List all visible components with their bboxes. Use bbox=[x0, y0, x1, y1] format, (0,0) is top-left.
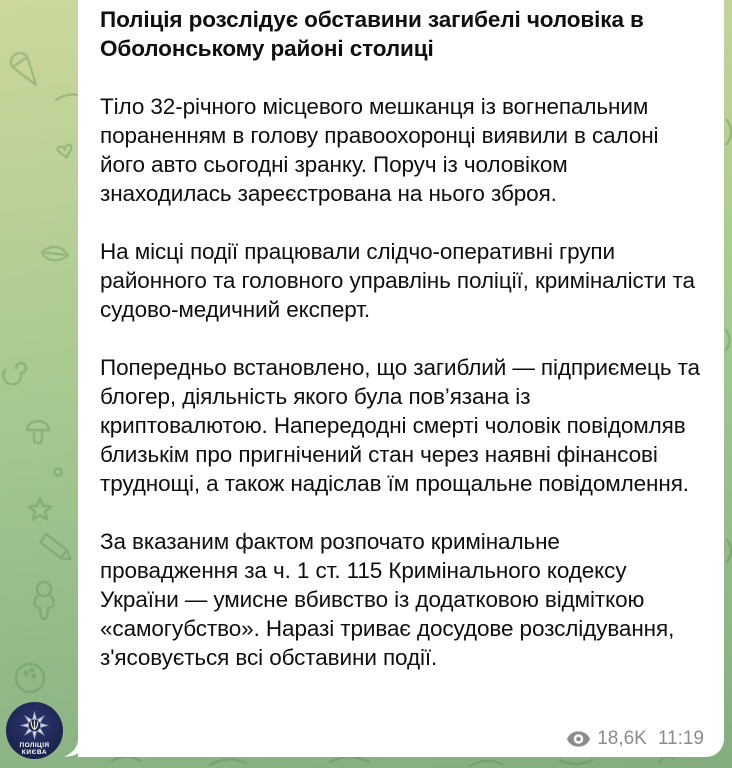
message-paragraph: Попередньо встановлено, що загиблий — підприємець та блогер, діяльність якого була пов’язана із криптовалютою. Напередодні смерті чоловік повідомляв близькім про пригнічений стан через наявні фінансові труднощі, а також надіслав їм прощальне повідомлення. bbox=[100, 355, 700, 496]
avatar-label-line1: ПОЛІЦІЯ bbox=[19, 741, 50, 749]
message-bubble[interactable] bbox=[78, 0, 724, 757]
message-paragraph: На місці події працювали слідчо-оперативні групи районного та головного управлінь поліції, криміналісти та судово-медичний експерт. bbox=[100, 239, 695, 322]
message-paragraph: Тіло 32-річного місцевого мешканця із вогнепальним пораненням в голову правоохоронці виявили в салоні його авто сьогодні зранку. Поруч із чоловіком знаходилась зареєстрована на нього зброя. bbox=[100, 94, 659, 206]
police-badge-icon bbox=[6, 702, 63, 759]
views-eye-icon bbox=[567, 731, 590, 747]
message-time: 11:19 bbox=[657, 728, 704, 749]
message-paragraph: За вказаним фактом розпочато кримінальне провадження за ч. 1 ст. 115 Кримінального кодексу України — умисне вбивство із додатковою відміткою «самогубство». Наразі триває досудове розслідування, з'ясовується всі обставини події. bbox=[100, 529, 675, 670]
message-meta bbox=[567, 729, 704, 749]
bubble-tail bbox=[62, 719, 82, 757]
views-count: 18,6K bbox=[597, 728, 647, 749]
message-title: Поліція розслідує обставини загибелі чоловіка в Оболонському районі столиці bbox=[100, 7, 644, 61]
avatar-label-line2: КИЄВА bbox=[21, 748, 48, 756]
channel-avatar[interactable] bbox=[6, 702, 63, 759]
